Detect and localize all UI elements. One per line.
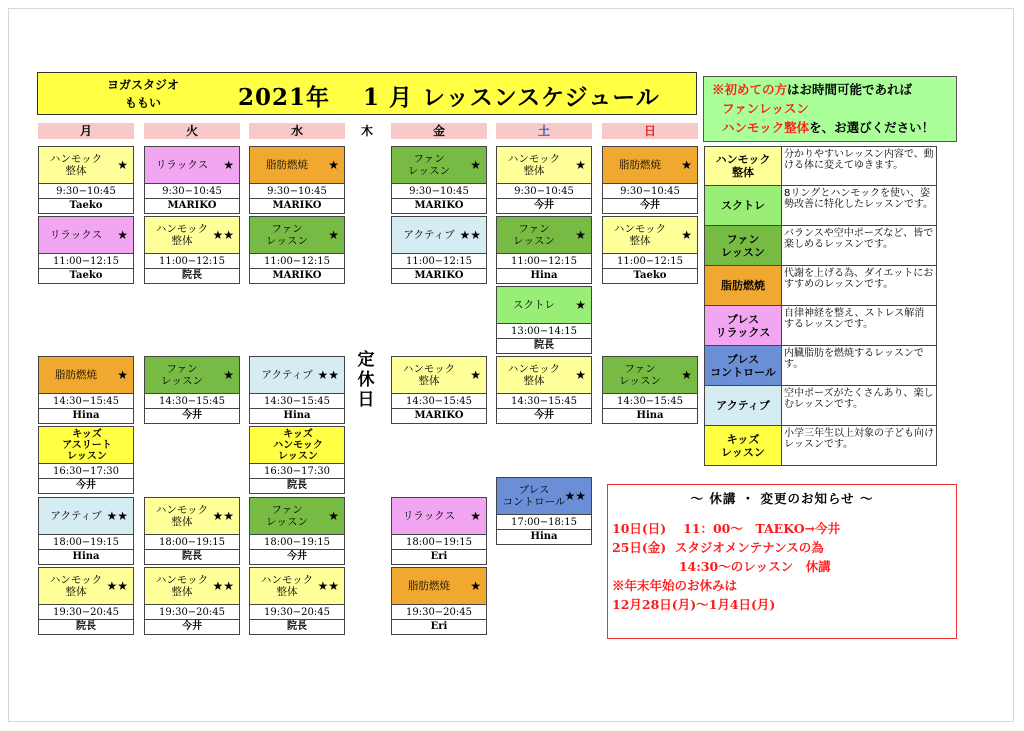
lesson-time: 18:00−19:15: [250, 535, 344, 550]
lesson-header: [497, 357, 591, 394]
lesson-name: ファン レッスン: [408, 153, 450, 177]
lesson-instructor: Taeko: [69, 270, 103, 281]
closed-day-label: [356, 350, 376, 410]
legend-lesson-name: 脂肪燃焼: [705, 266, 782, 305]
lesson-time: 11:00−12:15: [39, 254, 133, 269]
lesson-header: [39, 498, 133, 535]
lesson-time: 11:00−12:15: [603, 254, 697, 269]
lesson-time: 9:30−10:45: [250, 184, 344, 199]
weekday-header: 月: [38, 123, 134, 139]
lesson-header: [39, 147, 133, 184]
lesson-name: アクティブ: [403, 229, 455, 241]
lesson-difficulty-stars: ★: [328, 509, 339, 523]
lesson-name: ハンモック 整体: [155, 574, 209, 598]
lesson-header: [392, 498, 486, 535]
lesson-name: 脂肪燃焼: [619, 159, 661, 171]
studio-name: [88, 76, 198, 112]
lesson-header: [603, 147, 697, 184]
legend-row: [704, 226, 937, 266]
lesson-time: 19:30−20:45: [145, 605, 239, 620]
lesson-card: [38, 567, 134, 635]
notice-line2-red: ファンレッスン: [722, 101, 809, 116]
lesson-time: 9:30−10:45: [39, 184, 133, 199]
lesson-time: 11:00−12:15: [250, 254, 344, 269]
lesson-time: 13:00−14:15: [497, 324, 591, 339]
weekday-header: 火: [144, 123, 240, 139]
legend-lesson-name: キッズ レッスン: [705, 426, 782, 465]
lesson-header: [497, 478, 591, 515]
change-notice-box: [607, 484, 957, 639]
legend-lesson-name: スクトレ: [705, 186, 782, 225]
lesson-time: 14:30−15:45: [145, 394, 239, 409]
lesson-instructor: 院長: [287, 621, 307, 632]
lesson-card: [249, 146, 345, 214]
lesson-time: 17:00−18:15: [497, 515, 591, 530]
notice-line3-text: を、お選びください！: [809, 120, 935, 135]
change-notice-line: ※年末年始のお休みは: [612, 578, 738, 593]
lesson-difficulty-stars: ★: [575, 368, 586, 382]
lesson-difficulty-stars: ★★: [106, 509, 128, 523]
lesson-instructor: MARIKO: [272, 200, 322, 211]
legend-row: [704, 186, 937, 226]
change-notice-line: 12月28日(月)～1月4日(月): [612, 597, 776, 612]
lesson-instructor: 今井: [534, 410, 554, 421]
lesson-name: ハンモック 整体: [155, 223, 209, 247]
lesson-difficulty-stars: ★: [575, 228, 586, 242]
lesson-header: [497, 147, 591, 184]
lesson-difficulty-stars: ★: [117, 158, 128, 172]
change-notice-line: 10日(日) 11：00～ TAEKO→今井: [612, 521, 841, 536]
lesson-card: [249, 216, 345, 284]
lesson-card: [391, 497, 487, 565]
lesson-difficulty-stars: ★★: [212, 228, 234, 242]
lesson-difficulty-stars: ★★: [212, 509, 234, 523]
lesson-name: ファン レッスン: [266, 223, 308, 247]
lesson-instructor: Hina: [636, 410, 664, 421]
lesson-difficulty-stars: ★: [328, 228, 339, 242]
legend-lesson-name: ブレス コントロール: [705, 346, 782, 385]
lesson-name: 脂肪燃焼: [266, 159, 308, 171]
change-notice-line: 25日(金) スタジオメンテナンスの為: [612, 540, 824, 555]
legend-lesson-name: ブレス リラックス: [705, 306, 782, 345]
lesson-difficulty-stars: ★: [223, 158, 234, 172]
lesson-time: 14:30−15:45: [603, 394, 697, 409]
lesson-time: 19:30−20:45: [250, 605, 344, 620]
lesson-name: リラックス: [155, 159, 209, 171]
lesson-instructor: MARIKO: [167, 200, 217, 211]
lesson-time: 14:30−15:45: [392, 394, 486, 409]
lesson-instructor: Eri: [430, 621, 448, 632]
notice-line3-red: ハンモック整体: [722, 120, 810, 135]
lesson-time: 14:30−15:45: [497, 394, 591, 409]
lesson-time: 14:30−15:45: [39, 394, 133, 409]
lesson-header: [250, 568, 344, 605]
lesson-instructor: MARIKO: [272, 270, 322, 281]
lesson-instructor: 院長: [287, 480, 307, 491]
lesson-instructor: Hina: [530, 531, 558, 542]
lesson-card: [144, 567, 240, 635]
lesson-card: [38, 497, 134, 565]
lesson-difficulty-stars: ★★: [564, 489, 586, 503]
lesson-header: [39, 427, 133, 464]
lesson-time: 18:00−19:15: [39, 535, 133, 550]
lesson-name: リラックス: [49, 229, 103, 241]
legend-row: [704, 306, 937, 346]
legend-lesson-name: アクティブ: [705, 386, 782, 425]
lesson-instructor: MARIKO: [414, 270, 464, 281]
lesson-instructor: 院長: [182, 270, 202, 281]
lesson-header: [603, 357, 697, 394]
lesson-instructor: 今井: [287, 551, 307, 562]
lesson-difficulty-stars: ★★: [212, 579, 234, 593]
lesson-name: ファン レッスン: [161, 363, 203, 387]
lesson-card: [496, 356, 592, 424]
lesson-difficulty-stars: ★★: [317, 368, 339, 382]
legend-lesson-description: 空中ポーズがたくさんあり、楽しむレッスンです。: [782, 386, 936, 425]
lesson-time: 19:30−20:45: [392, 605, 486, 620]
page-title: 2021年 1 月 レッスンスケジュール: [238, 84, 660, 111]
lesson-name: ハンモック 整体: [402, 363, 456, 387]
lesson-name: ハンモック 整体: [49, 574, 103, 598]
lesson-card: [496, 146, 592, 214]
lesson-time: 11:00−12:15: [497, 254, 591, 269]
legend-lesson-description: 8リングとハンモックを使い、姿勢改善に特化したレッスンです。: [782, 186, 936, 225]
lesson-time: 11:00−12:15: [145, 254, 239, 269]
lesson-instructor: 院長: [182, 551, 202, 562]
header-banner: [37, 72, 697, 115]
lesson-card: [391, 216, 487, 284]
lesson-instructor: 今井: [76, 480, 96, 491]
lesson-time: 11:00−12:15: [392, 254, 486, 269]
legend-row: [704, 146, 937, 186]
lesson-header: [250, 147, 344, 184]
lesson-header: [145, 498, 239, 535]
lesson-card: [602, 356, 698, 424]
lesson-name: キッズ アスリート レッスン: [62, 428, 112, 462]
lesson-instructor: 今井: [182, 621, 202, 632]
lesson-header: [145, 357, 239, 394]
lesson-difficulty-stars: ★: [470, 158, 481, 172]
lesson-name: ファン レッスン: [513, 223, 555, 247]
lesson-name: ファン レッスン: [266, 504, 308, 528]
change-notice-heading: ～ 休講 ・ 変更のお知らせ ～: [690, 491, 874, 506]
lesson-name: ハンモック 整体: [613, 223, 667, 247]
lesson-card: [391, 567, 487, 635]
lesson-header: [39, 357, 133, 394]
lesson-instructor: Eri: [430, 551, 448, 562]
lesson-name: キッズ ハンモック レッスン: [273, 428, 323, 462]
legend-row: [704, 426, 937, 466]
lesson-name: スクトレ: [513, 299, 555, 311]
lesson-name: 脂肪燃焼: [408, 580, 450, 592]
lesson-card: [144, 497, 240, 565]
lesson-name: アクティブ: [50, 510, 102, 522]
legend-lesson-description: 代謝を上げる為、ダイエットにおすすめのレッスンです。: [782, 266, 936, 305]
lesson-time: 19:30−20:45: [39, 605, 133, 620]
lesson-card: [38, 216, 134, 284]
lesson-card: [602, 216, 698, 284]
lesson-card: [249, 426, 345, 494]
lesson-difficulty-stars: ★: [117, 228, 128, 242]
legend-row: [704, 346, 937, 386]
weekday-header: 土: [496, 123, 592, 139]
closed-day-char-3: 日: [357, 390, 375, 410]
lesson-difficulty-stars: ★: [117, 368, 128, 382]
lesson-header: [392, 568, 486, 605]
lesson-card: [391, 356, 487, 424]
lesson-legend: [704, 146, 937, 466]
lesson-header: [145, 147, 239, 184]
weekday-header: 水: [249, 123, 345, 139]
lesson-time: 18:00−19:15: [145, 535, 239, 550]
lesson-header: [145, 217, 239, 254]
legend-lesson-description: 分かりやすいレッスン内容で、動ける体に変えてゆきます。: [782, 147, 936, 185]
lesson-difficulty-stars: ★: [681, 158, 692, 172]
studio-name-line2: ももい: [124, 96, 161, 110]
lesson-card: [602, 146, 698, 214]
lesson-card: [249, 356, 345, 424]
lesson-time: 16:30−17:30: [250, 464, 344, 479]
lesson-name: ハンモック 整体: [155, 504, 209, 528]
lesson-name: ハンモック 整体: [260, 574, 314, 598]
lesson-time: 14:30−15:45: [250, 394, 344, 409]
lesson-card: [38, 146, 134, 214]
lesson-instructor: 今井: [534, 200, 554, 211]
lesson-name: アクティブ: [261, 369, 313, 381]
lesson-time: 9:30−10:45: [145, 184, 239, 199]
legend-lesson-description: 自律神経を整え、ストレス解消するレッスンです。: [782, 306, 936, 345]
lesson-card: [144, 356, 240, 424]
lesson-time: 18:00−19:15: [392, 535, 486, 550]
lesson-instructor: MARIKO: [414, 200, 464, 211]
notice-line1-red: ※初めての方: [712, 82, 788, 97]
lesson-header: [250, 427, 344, 464]
lesson-difficulty-stars: ★: [681, 228, 692, 242]
lesson-difficulty-stars: ★: [223, 368, 234, 382]
lesson-time: 16:30−17:30: [39, 464, 133, 479]
lesson-instructor: Hina: [72, 551, 100, 562]
lesson-header: [392, 147, 486, 184]
lesson-difficulty-stars: ★: [328, 158, 339, 172]
lesson-difficulty-stars: ★★: [459, 228, 481, 242]
lesson-difficulty-stars: ★: [681, 368, 692, 382]
lesson-instructor: Hina: [283, 410, 311, 421]
lesson-card: [38, 426, 134, 494]
lesson-difficulty-stars: ★: [470, 368, 481, 382]
lesson-instructor: 院長: [76, 621, 96, 632]
lesson-time: 9:30−10:45: [497, 184, 591, 199]
lesson-instructor: Taeko: [633, 270, 667, 281]
lesson-instructor: Hina: [72, 410, 100, 421]
lesson-card: [249, 497, 345, 565]
lesson-name: ハンモック 整体: [507, 363, 561, 387]
lesson-name: ブレス コントロール: [502, 484, 566, 508]
lesson-instructor: Hina: [530, 270, 558, 281]
lesson-header: [39, 217, 133, 254]
lesson-difficulty-stars: ★★: [317, 579, 339, 593]
lesson-name: 脂肪燃焼: [55, 369, 97, 381]
lesson-instructor: 院長: [534, 340, 554, 351]
lesson-header: [497, 217, 591, 254]
lesson-header: [250, 498, 344, 535]
lesson-instructor: Taeko: [69, 200, 103, 211]
lesson-card: [496, 216, 592, 284]
closed-day-char-2: 休: [357, 370, 375, 390]
lesson-name: リラックス: [402, 510, 456, 522]
notice-line1-text: はお時間可能であれば: [787, 82, 913, 97]
lesson-header: [603, 217, 697, 254]
legend-lesson-description: バランスや空中ポーズなど、皆で楽しめるレッスンです。: [782, 226, 936, 265]
first-time-notice: [703, 76, 957, 142]
lesson-difficulty-stars: ★: [470, 509, 481, 523]
lesson-instructor: 今井: [640, 200, 660, 211]
closed-day-char-1: 定: [357, 350, 375, 370]
lesson-name: ファン レッスン: [619, 363, 661, 387]
lesson-name: ハンモック 整体: [49, 153, 103, 177]
lesson-card: [496, 286, 592, 354]
weekday-header: 日: [602, 123, 698, 139]
lesson-card: [144, 216, 240, 284]
weekday-header: 金: [391, 123, 487, 139]
legend-row: [704, 266, 937, 306]
lesson-card: [391, 146, 487, 214]
lesson-time: 9:30−10:45: [392, 184, 486, 199]
lesson-difficulty-stars: ★: [575, 298, 586, 312]
lesson-difficulty-stars: ★: [470, 579, 481, 593]
lesson-card: [496, 477, 592, 545]
lesson-difficulty-stars: ★★: [106, 579, 128, 593]
lesson-header: [250, 217, 344, 254]
lesson-card: [38, 356, 134, 424]
legend-lesson-name: ファン レッスン: [705, 226, 782, 265]
legend-row: [704, 386, 937, 426]
legend-lesson-description: 内臓脂肪を燃焼するレッスンです。: [782, 346, 936, 385]
lesson-header: [497, 287, 591, 324]
lesson-difficulty-stars: ★: [575, 158, 586, 172]
lesson-time: 9:30−10:45: [603, 184, 697, 199]
lesson-header: [39, 568, 133, 605]
change-notice-line: 14:30～のレッスン 休講: [612, 559, 831, 574]
lesson-header: [392, 217, 486, 254]
lesson-card: [249, 567, 345, 635]
lesson-name: ハンモック 整体: [507, 153, 561, 177]
legend-lesson-name: ハンモック 整体: [705, 147, 782, 185]
studio-name-line1: ヨガスタジオ: [106, 78, 179, 92]
lesson-header: [250, 357, 344, 394]
weekday-header: 木: [360, 124, 373, 138]
lesson-instructor: MARIKO: [414, 410, 464, 421]
lesson-card: [144, 146, 240, 214]
legend-lesson-description: 小学三年生以上対象の子ども向けレッスンです。: [782, 426, 936, 465]
lesson-instructor: 今井: [182, 410, 202, 421]
lesson-header: [392, 357, 486, 394]
lesson-header: [145, 568, 239, 605]
